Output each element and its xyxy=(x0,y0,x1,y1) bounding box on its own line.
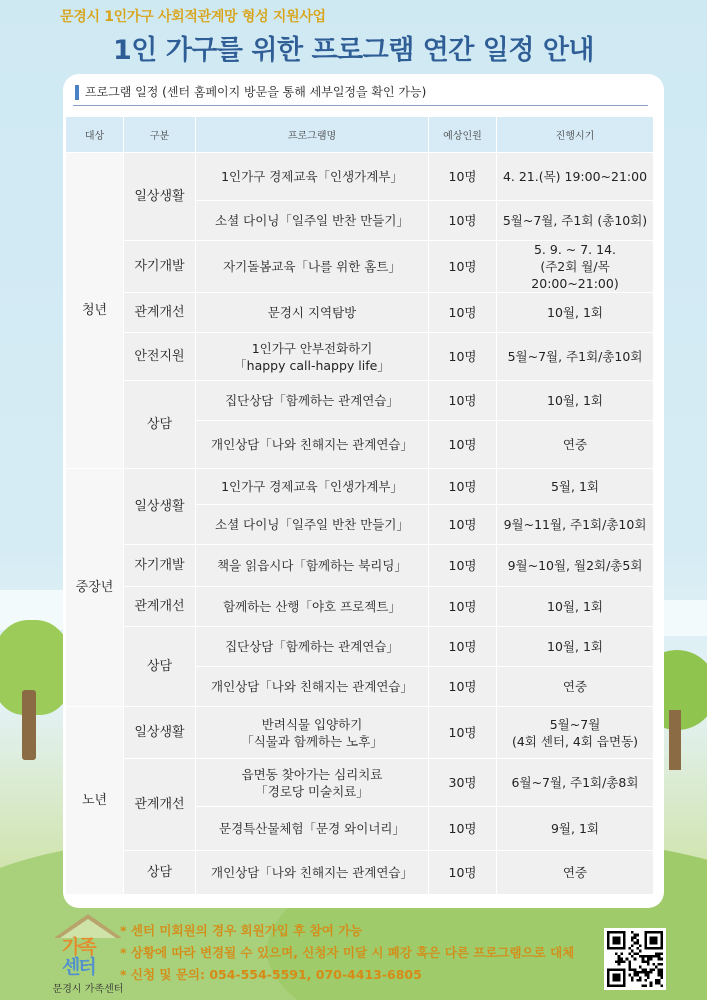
table-row xyxy=(66,333,654,381)
program-cell: 반려식물 입양하기 「식물과 함께하는 노후」 xyxy=(196,707,429,759)
period-cell: 9월~11월, 주1회/총10회 xyxy=(497,505,654,545)
target-group-cell: 노년 xyxy=(66,707,124,895)
note-item: * 상황에 따라 변경될 수 있으며, 신청자 미달 시 폐강 혹은 다른 프로그램으로 대체 xyxy=(120,945,575,960)
program-cell: 소셜 다이닝「일주일 반찬 만들기」 xyxy=(196,505,429,545)
note-item: * 센터 미회원의 경우 회원가입 후 참여 가능 xyxy=(120,923,363,938)
period-cell: 5월~7월 (4회 센터, 4회 읍면동) xyxy=(497,707,654,759)
people-cell: 10명 xyxy=(429,293,497,333)
people-cell: 10명 xyxy=(429,667,497,707)
table-row xyxy=(66,627,654,667)
note-item: * 신청 및 문의: 054-554-5591, 070-4413-6805 xyxy=(120,967,422,982)
page-title: 1인 가구를 위한 프로그램 연간 일정 안내 xyxy=(113,35,594,66)
footer xyxy=(0,910,707,1000)
period-cell: 10월, 1회 xyxy=(497,293,654,333)
period-cell: 연중 xyxy=(497,851,654,895)
period-cell: 10월, 1회 xyxy=(497,587,654,627)
period-cell: 연중 xyxy=(497,421,654,469)
category-cell: 일상생활 xyxy=(124,153,196,241)
category-cell: 상담 xyxy=(124,627,196,707)
people-cell: 10명 xyxy=(429,627,497,667)
section-heading-text: 프로그램 일정 (센터 홈페이지 방문을 통해 세부일정을 확인 가능) xyxy=(85,85,427,99)
category-cell: 자기개발 xyxy=(124,545,196,587)
column-header: 프로그램명 xyxy=(196,117,429,153)
people-cell: 10명 xyxy=(429,201,497,241)
category-cell: 관계개선 xyxy=(124,759,196,851)
period-cell: 5월~7월, 주1회 (총10회) xyxy=(497,201,654,241)
category-cell: 상담 xyxy=(124,851,196,895)
column-header: 예상인원 xyxy=(429,117,497,153)
period-cell: 4. 21.(목) 19:00~21:00 xyxy=(497,153,654,201)
people-cell: 10명 xyxy=(429,241,497,293)
family-center-logo: 가족 센터 문경시 가족센터 xyxy=(48,914,128,994)
table-header-row xyxy=(66,117,654,153)
heading-bar-icon xyxy=(75,85,79,100)
program-cell: 문경시 지역탐방 xyxy=(196,293,429,333)
program-cell: 자기돌봄교육「나를 위한 홈트」 xyxy=(196,241,429,293)
people-cell: 10명 xyxy=(429,851,497,895)
period-cell: 5월~7월, 주1회/총10회 xyxy=(497,333,654,381)
people-cell: 10명 xyxy=(429,707,497,759)
program-cell: 개인상담「나와 친해지는 관계연습」 xyxy=(196,421,429,469)
people-cell: 10명 xyxy=(429,153,497,201)
program-cell: 읍면동 찾아가는 심리치료 「경로당 미술치료」 xyxy=(196,759,429,807)
program-cell: 개인상담「나와 친해지는 관계연습」 xyxy=(196,667,429,707)
category-cell: 일상생활 xyxy=(124,707,196,759)
period-cell: 9월~10월, 월2회/총5회 xyxy=(497,545,654,587)
program-cell: 1인가구 경제교육「인생가계부」 xyxy=(196,153,429,201)
people-cell: 10명 xyxy=(429,381,497,421)
target-group-cell: 중장년 xyxy=(66,469,124,707)
category-cell: 자기개발 xyxy=(124,241,196,293)
column-header: 진행시기 xyxy=(497,117,654,153)
period-cell: 5월, 1회 xyxy=(497,469,654,505)
program-cell: 1인가구 안부전화하기 「happy call-happy life」 xyxy=(196,333,429,381)
people-cell: 30명 xyxy=(429,759,497,807)
schedule-table xyxy=(65,116,654,895)
period-cell: 6월~7월, 주1회/총8회 xyxy=(497,759,654,807)
people-cell: 10명 xyxy=(429,587,497,627)
qr-code[interactable] xyxy=(604,928,666,990)
people-cell: 10명 xyxy=(429,545,497,587)
table-row xyxy=(66,241,654,293)
program-cell: 집단상담「함께하는 관계연습」 xyxy=(196,627,429,667)
table-row xyxy=(66,707,654,759)
table-body xyxy=(66,153,654,895)
category-cell: 관계개선 xyxy=(124,293,196,333)
notes-list xyxy=(120,920,574,986)
table-row xyxy=(66,587,654,627)
table-row xyxy=(66,851,654,895)
people-cell: 10명 xyxy=(429,469,497,505)
program-cell: 함께하는 산행「야호 프로젝트」 xyxy=(196,587,429,627)
people-cell: 10명 xyxy=(429,421,497,469)
table-row xyxy=(66,153,654,201)
program-cell: 책을 읽읍시다「함께하는 북리딩」 xyxy=(196,545,429,587)
period-cell: 10월, 1회 xyxy=(497,627,654,667)
period-cell: 9월, 1회 xyxy=(497,807,654,851)
program-cell: 문경특산물체험「문경 와이너리」 xyxy=(196,807,429,851)
period-cell: 5. 9. ~ 7. 14. (주2회 월/목 20:00~21:00) xyxy=(497,241,654,293)
program-cell: 개인상담「나와 친해지는 관계연습」 xyxy=(196,851,429,895)
people-cell: 10명 xyxy=(429,807,497,851)
column-header: 구분 xyxy=(124,117,196,153)
table-row xyxy=(66,759,654,807)
table-row xyxy=(66,381,654,421)
program-cell: 소셜 다이닝「일주일 반찬 만들기」 xyxy=(196,201,429,241)
target-group-cell: 청년 xyxy=(66,153,124,469)
category-cell: 일상생활 xyxy=(124,469,196,545)
section-heading xyxy=(73,82,648,106)
schedule-card xyxy=(63,74,664,908)
people-cell: 10명 xyxy=(429,505,497,545)
page-subtitle: 문경시 1인가구 사회적관계망 형성 지원사업 xyxy=(60,9,326,25)
table-row xyxy=(66,469,654,505)
period-cell: 10월, 1회 xyxy=(497,381,654,421)
category-cell: 관계개선 xyxy=(124,587,196,627)
program-cell: 1인가구 경제교육「인생가계부」 xyxy=(196,469,429,505)
category-cell: 안전지원 xyxy=(124,333,196,381)
people-cell: 10명 xyxy=(429,333,497,381)
period-cell: 연중 xyxy=(497,667,654,707)
table-row xyxy=(66,293,654,333)
program-cell: 집단상담「함께하는 관계연습」 xyxy=(196,381,429,421)
center-name: 문경시 가족센터 xyxy=(52,984,124,995)
table-row xyxy=(66,545,654,587)
column-header: 대상 xyxy=(66,117,124,153)
category-cell: 상담 xyxy=(124,381,196,469)
tree-illustration xyxy=(0,620,72,760)
